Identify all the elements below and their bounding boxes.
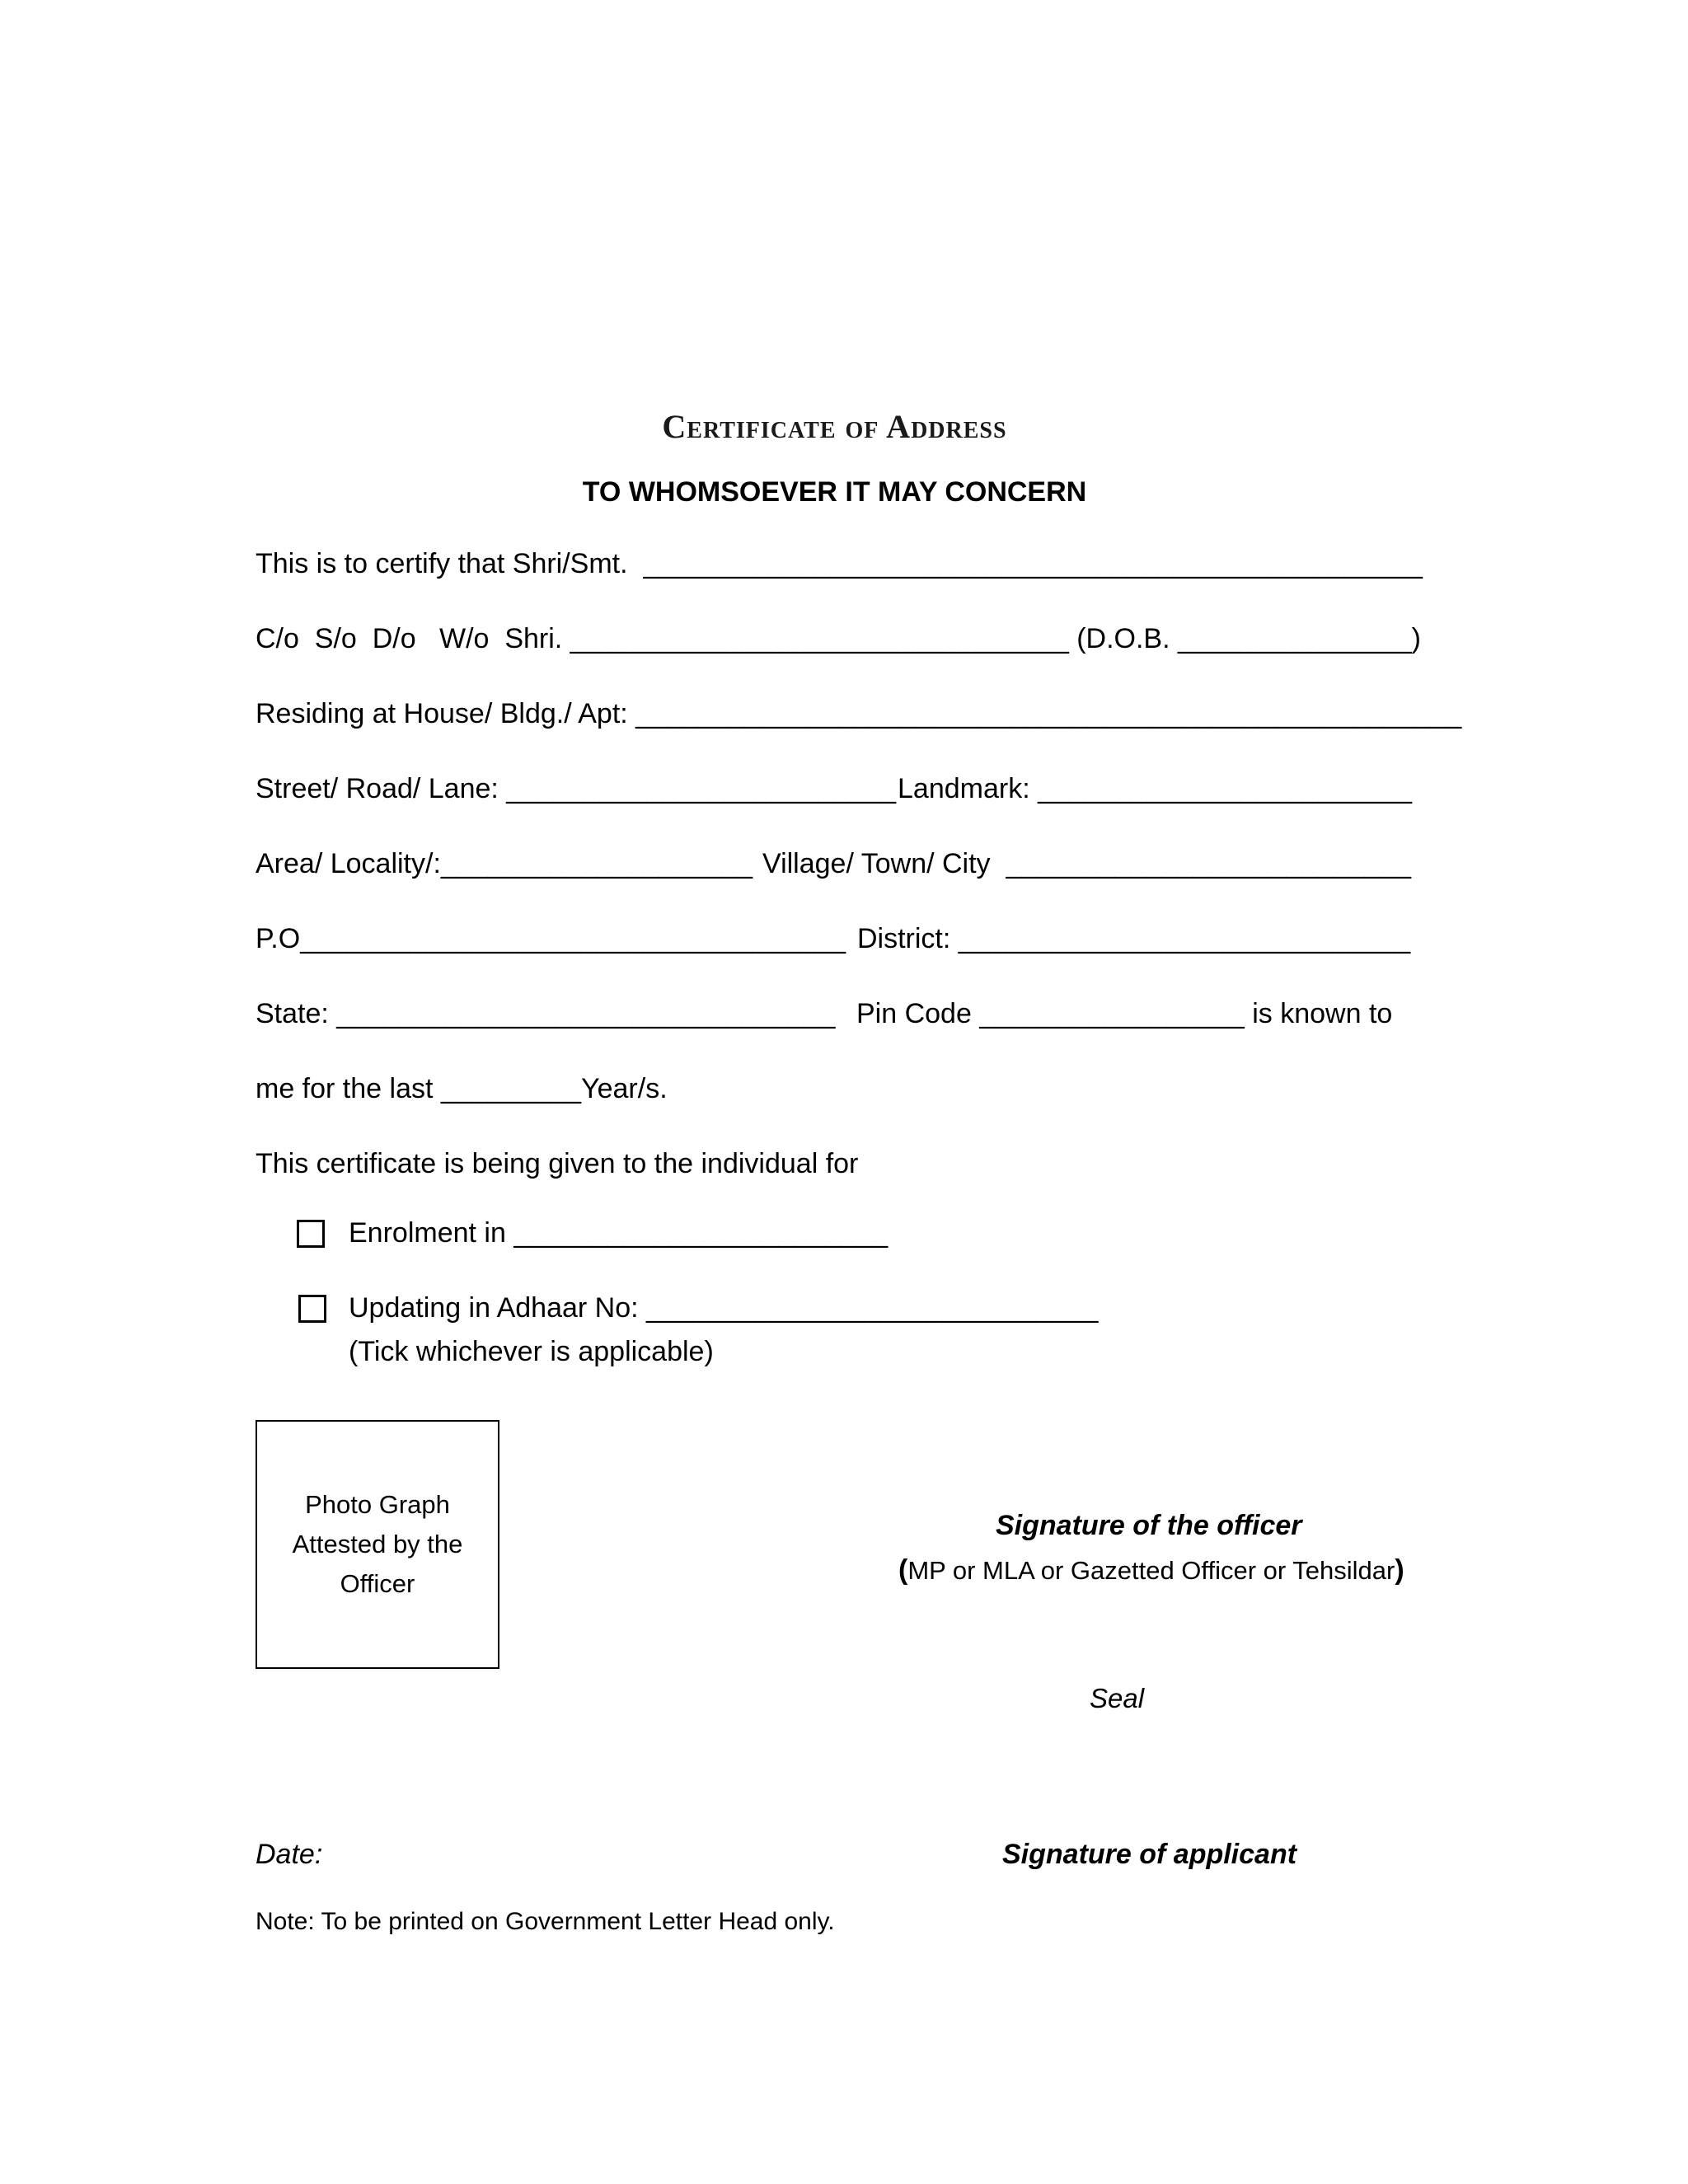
footer-note: Note: To be printed on Government Letter Head only.: [256, 1908, 835, 1935]
certify-name-line: This is to certify that Shri/Smt. __________________________________________________: [256, 548, 1423, 579]
enrolment-option-label: Enrolment in ________________________: [349, 1217, 889, 1249]
street-line: Street/ Road/ Lane: _________________________: [256, 773, 897, 804]
qualifier-text: MP or MLA or Gazetted Officer or Tehsildar: [907, 1556, 1395, 1585]
officer-qualifier: [898, 1554, 1404, 1586]
enrolment-checkbox[interactable]: [297, 1220, 325, 1248]
updating-option-label: Updating in Adhaar No: _____________________________: [349, 1292, 1099, 1324]
qualifier-close-paren: ): [1395, 1554, 1404, 1586]
officer-signature-label: Signature of the officer: [996, 1510, 1302, 1541]
district-line: District: _____________________________: [857, 923, 1411, 954]
pincode-line: Pin Code _________________ is known to: [856, 998, 1393, 1029]
relation-dob-line: C/o S/o D/o W/o Shri. ________________________________ (D.O.B. _______________): [256, 623, 1421, 654]
landmark-line: Landmark: ________________________: [898, 773, 1412, 804]
page-title: Certificate of Address: [662, 408, 1007, 445]
area-line: Area/ Locality/:____________________: [256, 848, 753, 879]
seal-label: Seal: [1090, 1683, 1145, 1713]
purpose-line: This certificate is being given to the individual for: [256, 1148, 859, 1179]
updating-checkbox[interactable]: [298, 1295, 326, 1323]
house-line: Residing at House/ Bldg./ Apt: _____________________________________________________: [256, 698, 1462, 729]
qualifier-open-paren: (: [898, 1554, 908, 1586]
applicant-signature-label: Signature of applicant: [1002, 1839, 1297, 1870]
page-subtitle: TO WHOMSOEVER IT MAY CONCERN: [582, 476, 1087, 508]
photo-box: [256, 1420, 499, 1669]
photo-box-label: Photo Graph Attested by the Officer: [292, 1490, 463, 1598]
tick-note: (Tick whichever is applicable): [349, 1336, 714, 1367]
village-line: Village/ Town/ City __________________________: [762, 848, 1412, 879]
state-line: State: ________________________________: [256, 998, 836, 1029]
date-label: Date:: [256, 1839, 323, 1870]
years-line: me for the last _________Year/s.: [256, 1073, 668, 1104]
po-line: P.O___________________________________: [256, 923, 846, 954]
